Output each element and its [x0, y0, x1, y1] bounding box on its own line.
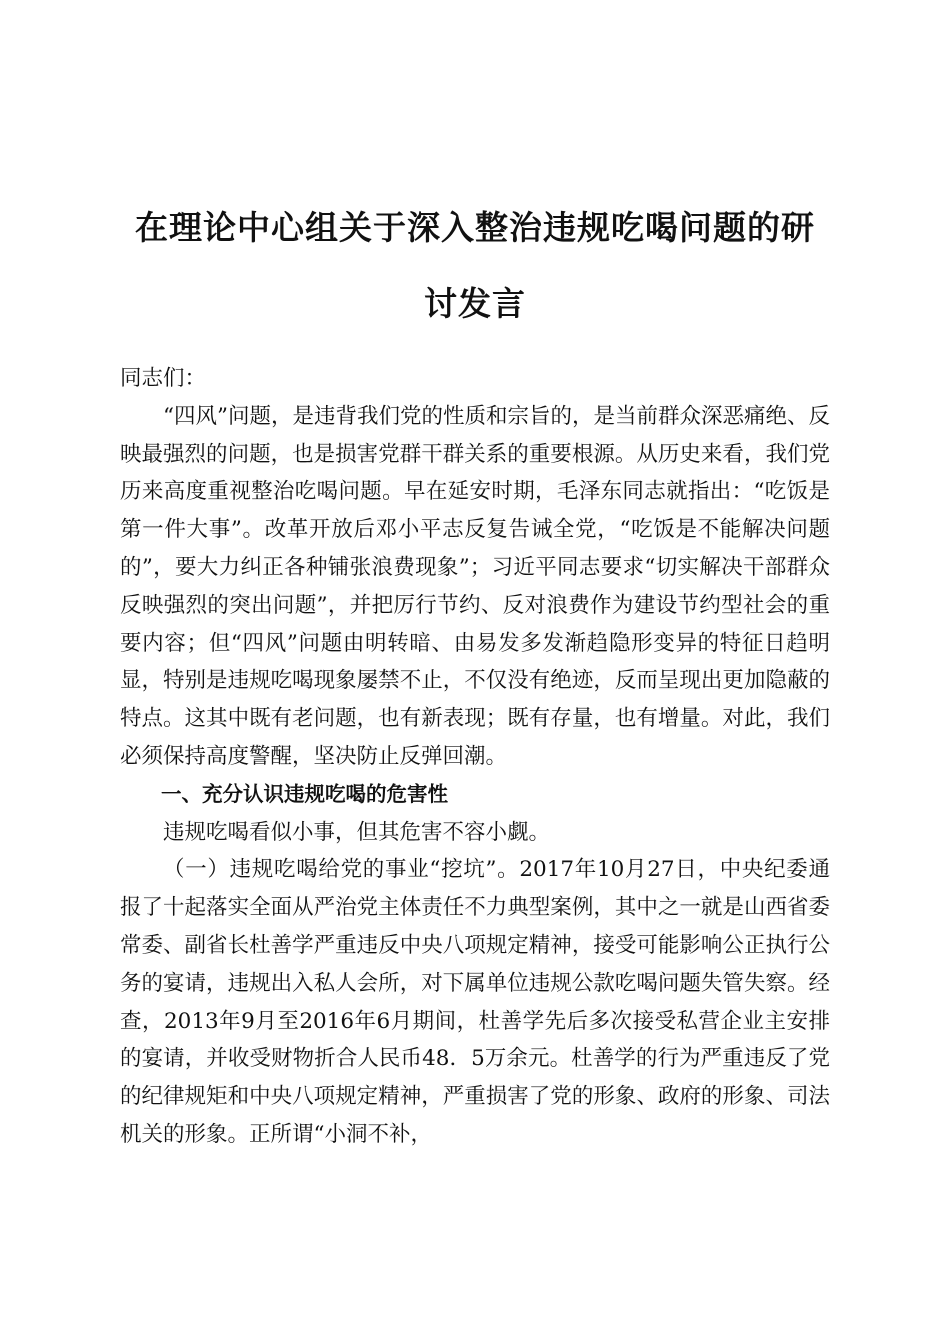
document-body — [120, 360, 830, 1154]
paragraph-intro: “四风”问题，是违背我们党的性质和宗旨的，是当前群众深恶痛绝、反映最强烈的问题，也是损害党群干群关系的重要根源。从历史来看，我们党历来高度重视整治吃喝问题。早在延安时期，毛泽东同志就指出：“吃饭是第一件大事”。改革开放后邓小平志反复告诫全党，“吃饭是不能解决问题的”，要大力纠正各种铺张浪费现象”；习近平同志要求“切实解决干部群众反映强烈的突出问题”，并把厉行节约、反对浪费作为建设节约型社会的重要内容；但“四风”问题由明转暗、由易发多发渐趋隐形变异的特征日趋明显，特别是违规吃喝现象屡禁不止，不仅没有绝迹，反而呈现出更加隐蔽的特点。这其中既有老问题，也有新表现；既有存量，也有增量。对此，我们必须保持高度警醒，坚决防止反弹回潮。 — [120, 403, 830, 769]
paragraph-case-example: （一）违规吃喝给党的事业“挖坑”。2017年10月27日，中央纪委通报了十起落实全面从严治党主体责任不力典型案例，其中之一就是山西省委常委、副省长杜善学严重违反中央八项规定精神，接受可能影响公正执行公务的宴请，违规出入私人会所，对下属单位违规公款吃喝问题失管失察。经查，2013年9月至2016年6月期间，杜善学先后多次接受私营企业主安排的宴请，并收受财物折合人民币48．5万余元。杜善学的行为严重违反了党的纪律规矩和中央八项规定精神，严重损害了党的形象、政府的形象、司法机关的形象。正所谓“小洞不补， — [120, 857, 830, 1147]
salutation: 同志们： — [120, 366, 207, 391]
section-heading-1: 一、充分认识违规吃喝的危害性 — [161, 781, 448, 806]
title-line-2: 讨发言 — [424, 284, 526, 323]
document-title — [110, 190, 840, 342]
title-line-1: 在理论中心组关于深入整治违规吃喝问题的研 — [135, 208, 815, 247]
paragraph-harm-summary: 违规吃喝看似小事，但其危害不容小觑。 — [163, 819, 551, 845]
